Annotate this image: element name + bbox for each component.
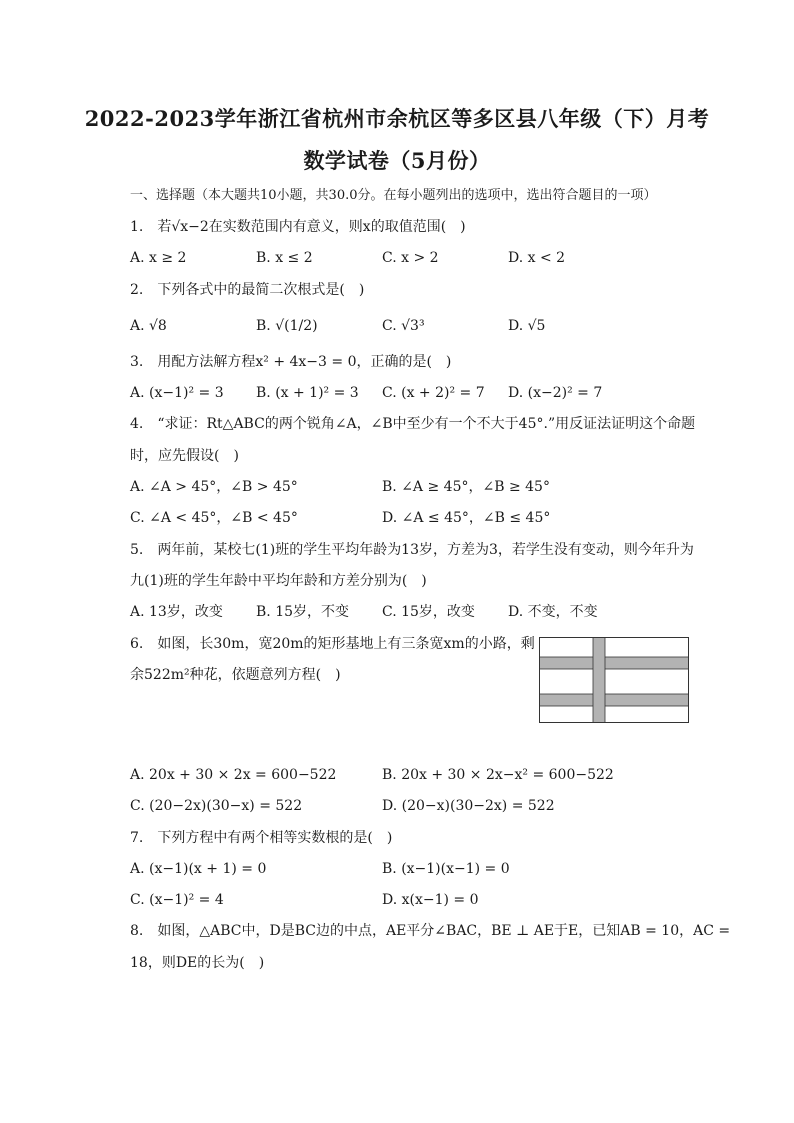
question-4-stem-line-1: 4. “求证：Rt△ABC的两个锐角∠A，∠B中至少有一个不大于45°.”用反证法证明这个命题 [130, 416, 696, 432]
question-1-option-d: D. x < 2 [508, 250, 566, 266]
question-3-option-a: A. (x−1)² = 3 [130, 385, 224, 401]
question-6-option-a: A. 20x + 30 × 2x = 600−522 [130, 767, 337, 783]
figure-horizontal-path-lower [540, 694, 689, 706]
question-7-option-a: A. (x−1)(x + 1) = 0 [130, 861, 267, 877]
question-1-option-b: B. x ≤ 2 [256, 250, 313, 266]
question-2-option-c: C. √3³ [382, 318, 425, 334]
figure-vertical-path [593, 638, 605, 723]
question-6-option-b: B. 20x + 30 × 2x−x² = 600−522 [382, 767, 614, 783]
exam-title-line-1: 2022-2023学年浙江省杭州市余杭区等多区县八年级（下）月考 [84, 106, 710, 131]
question-8-stem-line-1: 8. 如图，△ABC中，D是BC边的中点，AE平分∠BAC，BE ⊥ AE于E，已知AB = 10，AC = [130, 923, 731, 939]
figure-field [540, 638, 689, 723]
question-8-stem-line-2: 18，则DE的长为( ) [130, 955, 265, 971]
question-2-option-b: B. √(1/2) [256, 318, 318, 334]
question-1-stem: 1. 若√x−2在实数范围内有意义，则x的取值范围( ) [130, 219, 466, 235]
question-6-stem-line-2: 余522m²种花，依题意列方程( ) [130, 667, 341, 683]
question-2-option-d: D. √5 [508, 318, 546, 334]
question-1-option-c: C. x > 2 [382, 250, 439, 266]
question-5-option-b: B. 15岁，不变 [256, 604, 350, 620]
question-2-stem: 2. 下列各式中的最简二次根式是( ) [130, 282, 365, 298]
question-3-option-d: D. (x−2)² = 7 [508, 385, 603, 401]
question-5-stem-line-2: 九(1)班的学生年龄中平均年龄和方差分别为( ) [130, 573, 427, 589]
question-5-option-a: A. 13岁，改变 [130, 604, 223, 620]
question-6-stem-line-1: 6. 如图，长30m，宽20m的矩形基地上有三条宽xm的小路，剩 [130, 636, 535, 652]
question-3-option-b: B. (x + 1)² = 3 [256, 385, 359, 401]
question-3-option-c: C. (x + 2)² = 7 [382, 385, 485, 401]
question-1-option-a: A. x ≥ 2 [130, 250, 187, 266]
question-3-stem: 3. 用配方法解方程x² + 4x−3 = 0，正确的是( ) [130, 354, 452, 370]
question-5-option-d: D. 不变，不变 [508, 604, 598, 620]
figure-horizontal-path-upper [540, 657, 689, 669]
question-4-option-b: B. ∠A ≥ 45°，∠B ≥ 45° [382, 479, 550, 495]
question-6-figure [539, 637, 689, 723]
exam-title-line-2: 数学试卷（5月份） [303, 148, 491, 173]
question-7-option-d: D. x(x−1) = 0 [382, 892, 479, 908]
question-2-option-a: A. √8 [130, 318, 167, 334]
question-4-stem-line-2: 时，应先假设( ) [130, 448, 239, 464]
section-header: 一、选择题（本大题共10小题，共30.0分。在每小题列出的选项中，选出符合题目的一项） [130, 188, 657, 203]
question-7-option-c: C. (x−1)² = 4 [130, 892, 224, 908]
question-5-stem-line-1: 5. 两年前，某校七(1)班的学生平均年龄为13岁，方差为3，若学生没有变动，则今年升为 [130, 542, 694, 558]
question-4-option-c: C. ∠A < 45°，∠B < 45° [130, 510, 298, 526]
question-4-option-d: D. ∠A ≤ 45°，∠B ≤ 45° [382, 510, 551, 526]
question-7-option-b: B. (x−1)(x−1) = 0 [382, 861, 510, 877]
question-4-option-a: A. ∠A > 45°，∠B > 45° [130, 479, 298, 495]
question-6-option-d: D. (20−x)(30−2x) = 522 [382, 798, 555, 814]
question-6-option-c: C. (20−2x)(30−x) = 522 [130, 798, 303, 814]
question-5-option-c: C. 15岁，改变 [382, 604, 475, 620]
question-7-stem: 7. 下列方程中有两个相等实数根的是( ) [130, 830, 393, 846]
